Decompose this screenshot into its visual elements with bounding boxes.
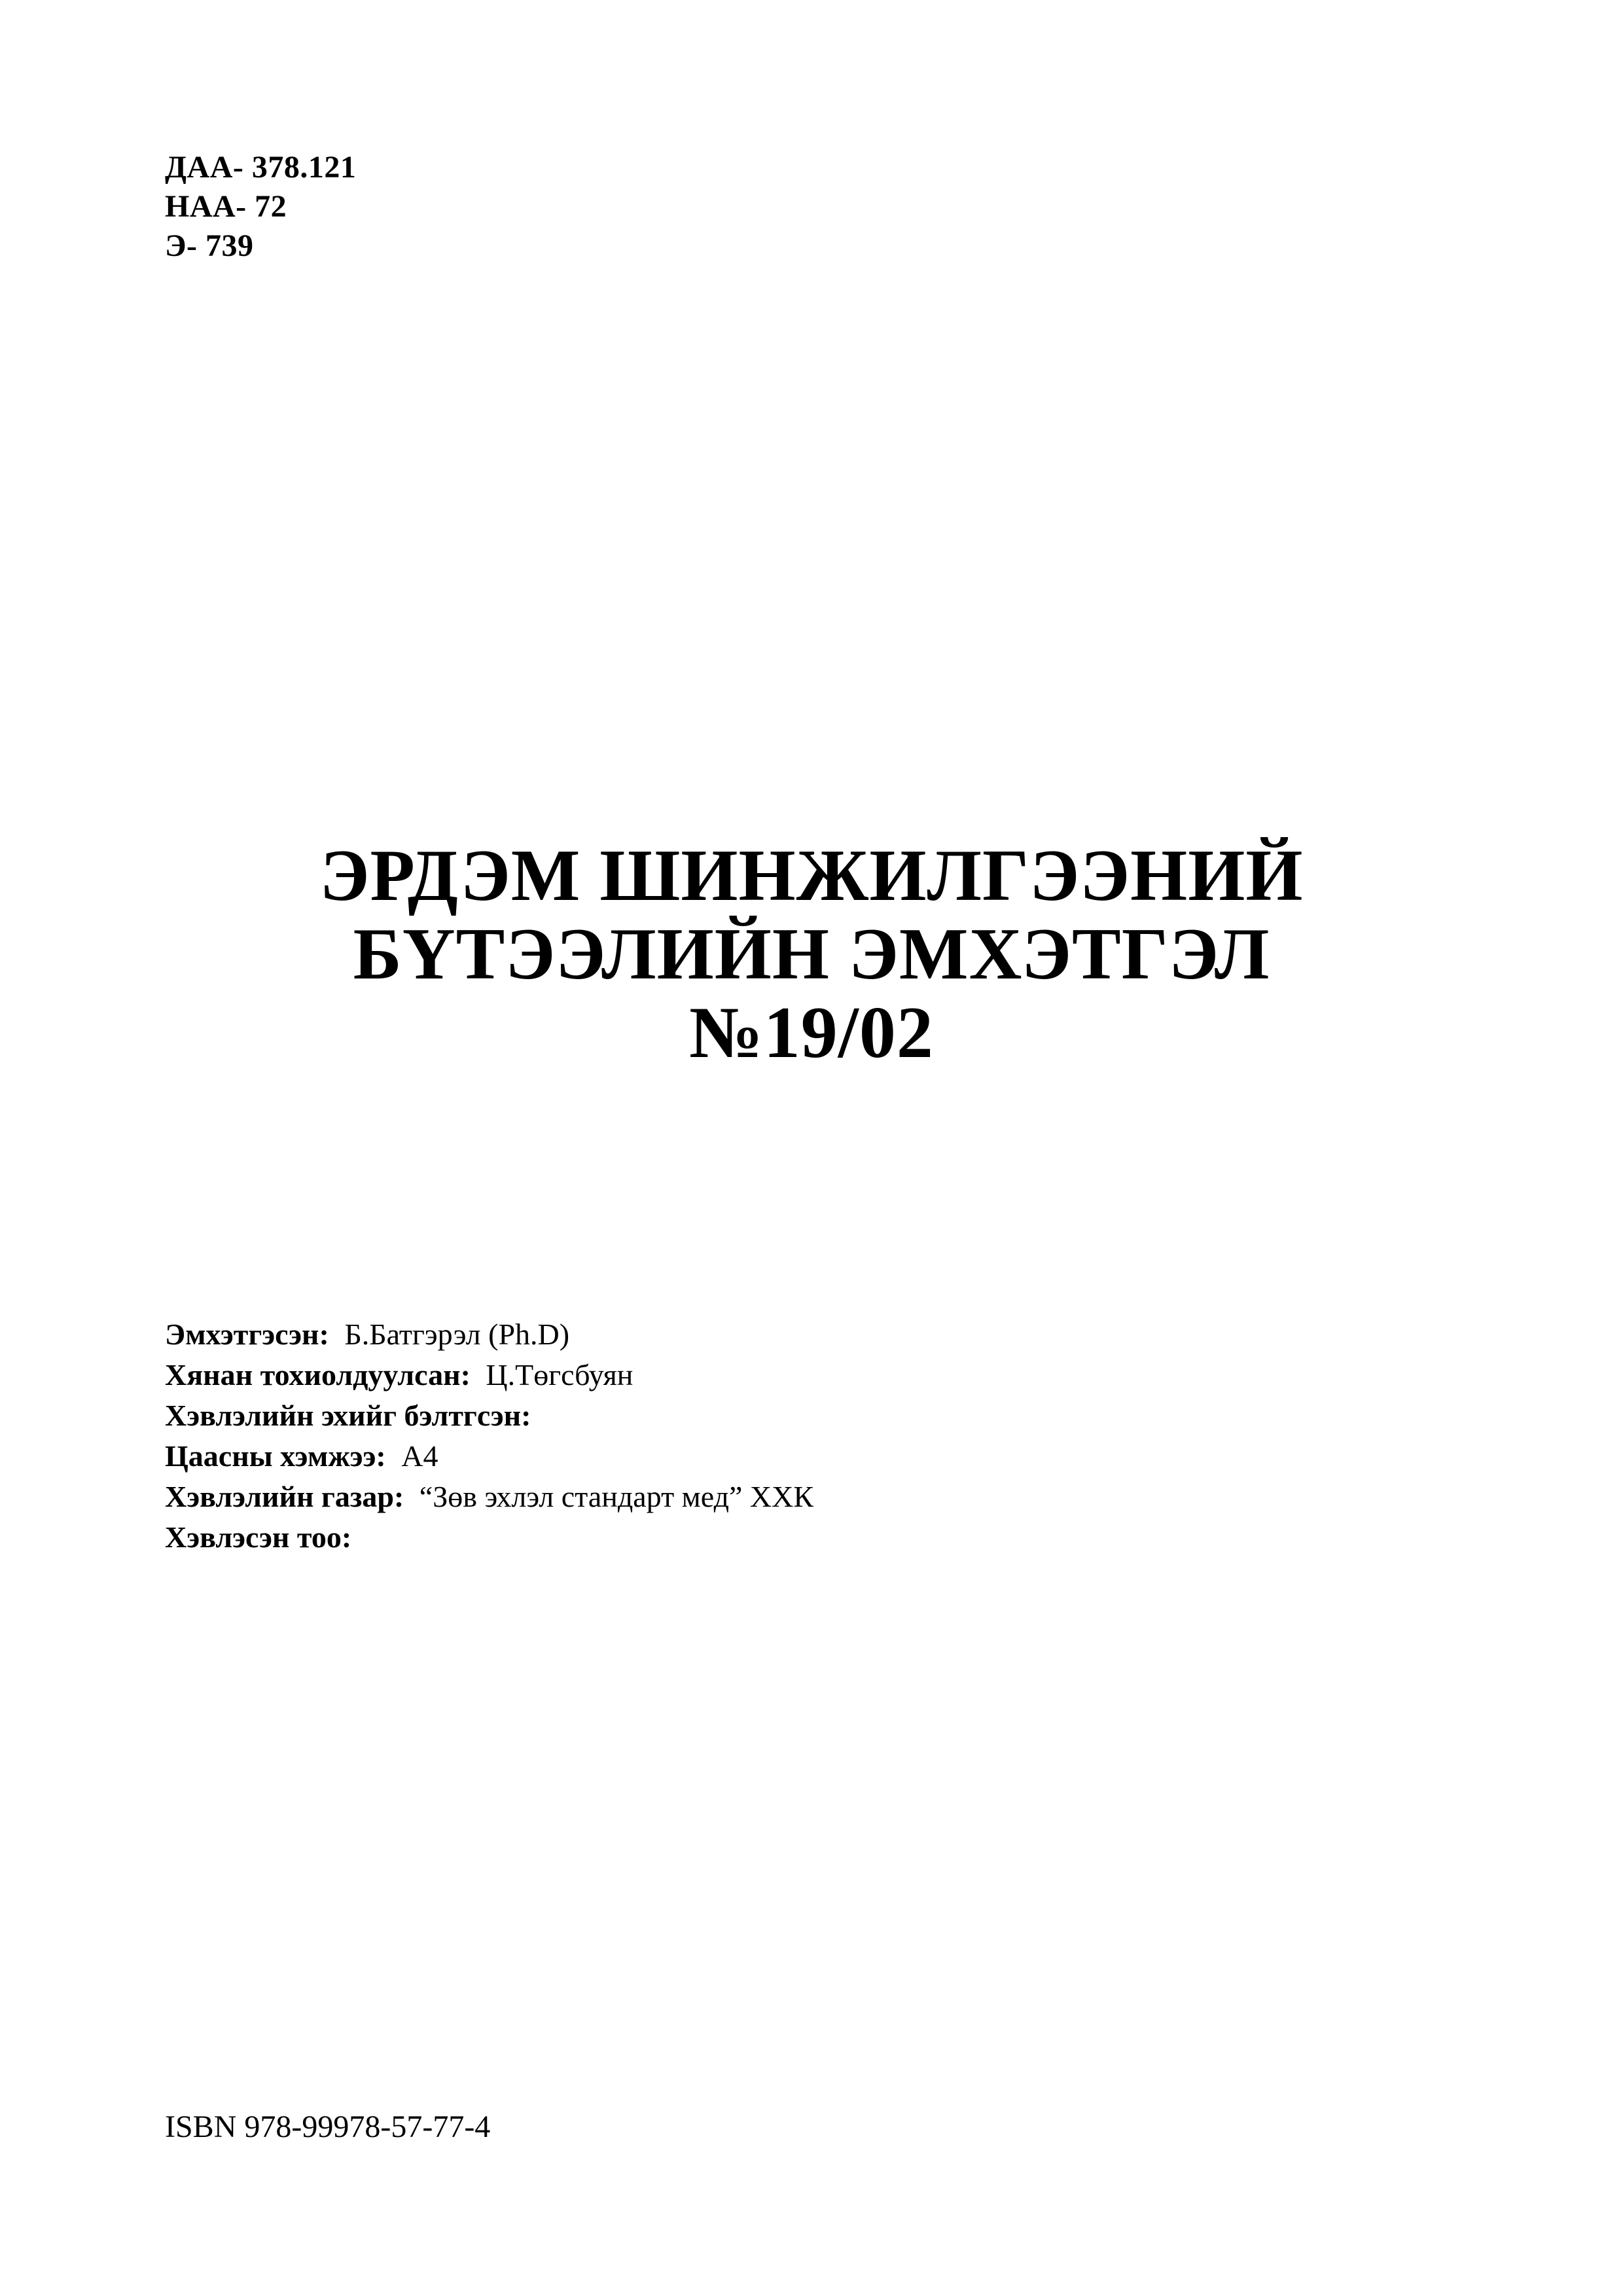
- isbn-line: ISBN 978-99978-57-77-4: [165, 2109, 491, 2144]
- meta-row-publisher: [165, 1477, 813, 1517]
- meta-row-compiler: [165, 1314, 813, 1355]
- meta-value: “Зөв эхлэл стандарт мед” ХХК: [419, 1480, 814, 1513]
- publication-metadata: [165, 1314, 813, 1558]
- title-line-2: БҮТЭЭЛИЙН ЭМХЭТГЭЛ: [353, 914, 1270, 995]
- meta-label: Хянан тохиолдуулсан:: [165, 1358, 471, 1391]
- meta-label: Эмхэтгэсэн:: [165, 1318, 329, 1351]
- title-issue-number: №19/02: [689, 992, 934, 1073]
- meta-row-prepress: [165, 1395, 813, 1436]
- meta-row-editor: [165, 1355, 813, 1395]
- meta-label: Хэвлэлийн эхийг бэлтгсэн:: [165, 1399, 531, 1432]
- meta-row-print-count: [165, 1517, 813, 1558]
- code-line-naa: НАА- 72: [165, 189, 287, 224]
- meta-label: Хэвлэлийн газар:: [165, 1480, 404, 1513]
- classification-codes: [165, 148, 356, 266]
- meta-value: Б.Батгэрэл (Ph.D): [344, 1318, 570, 1351]
- meta-label: Цаасны хэмжээ:: [165, 1439, 386, 1473]
- page-title: [0, 836, 1623, 1072]
- meta-value: А4: [401, 1439, 438, 1473]
- code-line-daa: ДАА- 378.121: [165, 150, 357, 185]
- title-line-1: ЭРДЭМ ШИНЖИЛГЭЭНИЙ: [319, 835, 1304, 916]
- meta-value: Ц.Төгсбуян: [486, 1358, 633, 1391]
- meta-row-paper-size: [165, 1436, 813, 1477]
- code-line-e: Э- 739: [165, 228, 254, 263]
- meta-label: Хэвлэсэн тоо:: [165, 1520, 352, 1554]
